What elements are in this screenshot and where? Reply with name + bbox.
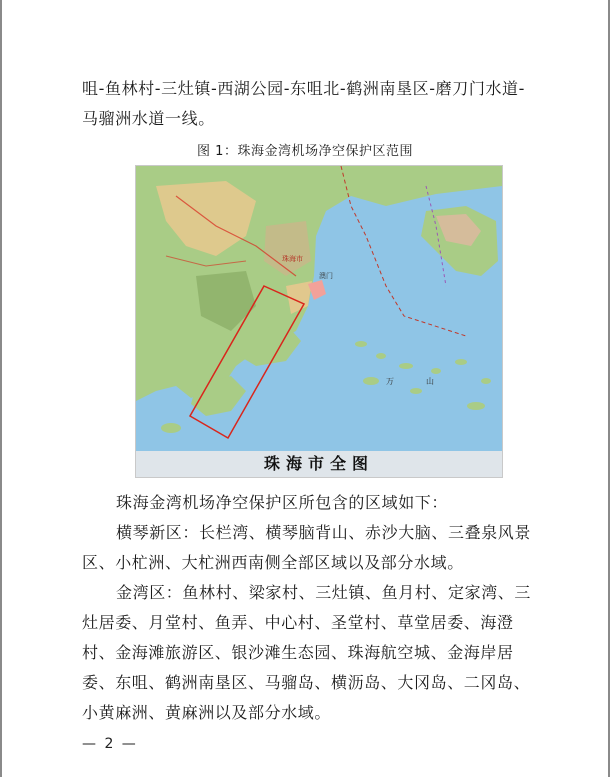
map-label-shan: 山 <box>426 377 434 386</box>
map-label-zhuhai: 珠海市 <box>282 255 303 263</box>
page-edge-left <box>0 0 2 777</box>
page-number: — 2 — <box>82 736 138 752</box>
map-illustration <box>136 166 502 451</box>
paragraph-boundary-line: 咀-鱼林村-三灶镇-西湖公园-东咀北-鹤洲南垦区-磨刀门水道-马骝洲水道一线。 <box>82 79 526 128</box>
map-label-macau: 澳门 <box>319 272 333 280</box>
figure-caption: 图 1：珠海金湾机场净空保护区范围 <box>197 144 413 159</box>
zhuhai-map-figure <box>135 165 503 478</box>
paragraph-hengqin: 横琴新区：长栏湾、横琴脑背山、赤沙大脑、三叠泉风景区、小杧洲、大杧洲西南侧全部区域以及部分水域。 <box>82 523 532 572</box>
map-label-wan: 万 <box>386 377 394 386</box>
map-title-bar <box>136 451 502 477</box>
map-title: 珠海市全图 <box>263 454 374 473</box>
paragraph-intro: 珠海金湾机场净空保护区所包含的区域如下： <box>116 493 449 512</box>
paragraph-jinwan: 金湾区：鱼林村、梁家村、三灶镇、鱼月村、定家湾、三灶居委、月堂村、鱼弄、中心村、圣堂村、草堂居委、海澄村、金海滩旅游区、银沙滩生态园、珠海航空城、金海岸居委、东咀、鹤洲南垦区、马骝岛、横沥岛、大冈岛、二冈岛、小黄麻洲、黄麻洲以及部分水域。 <box>82 583 532 722</box>
